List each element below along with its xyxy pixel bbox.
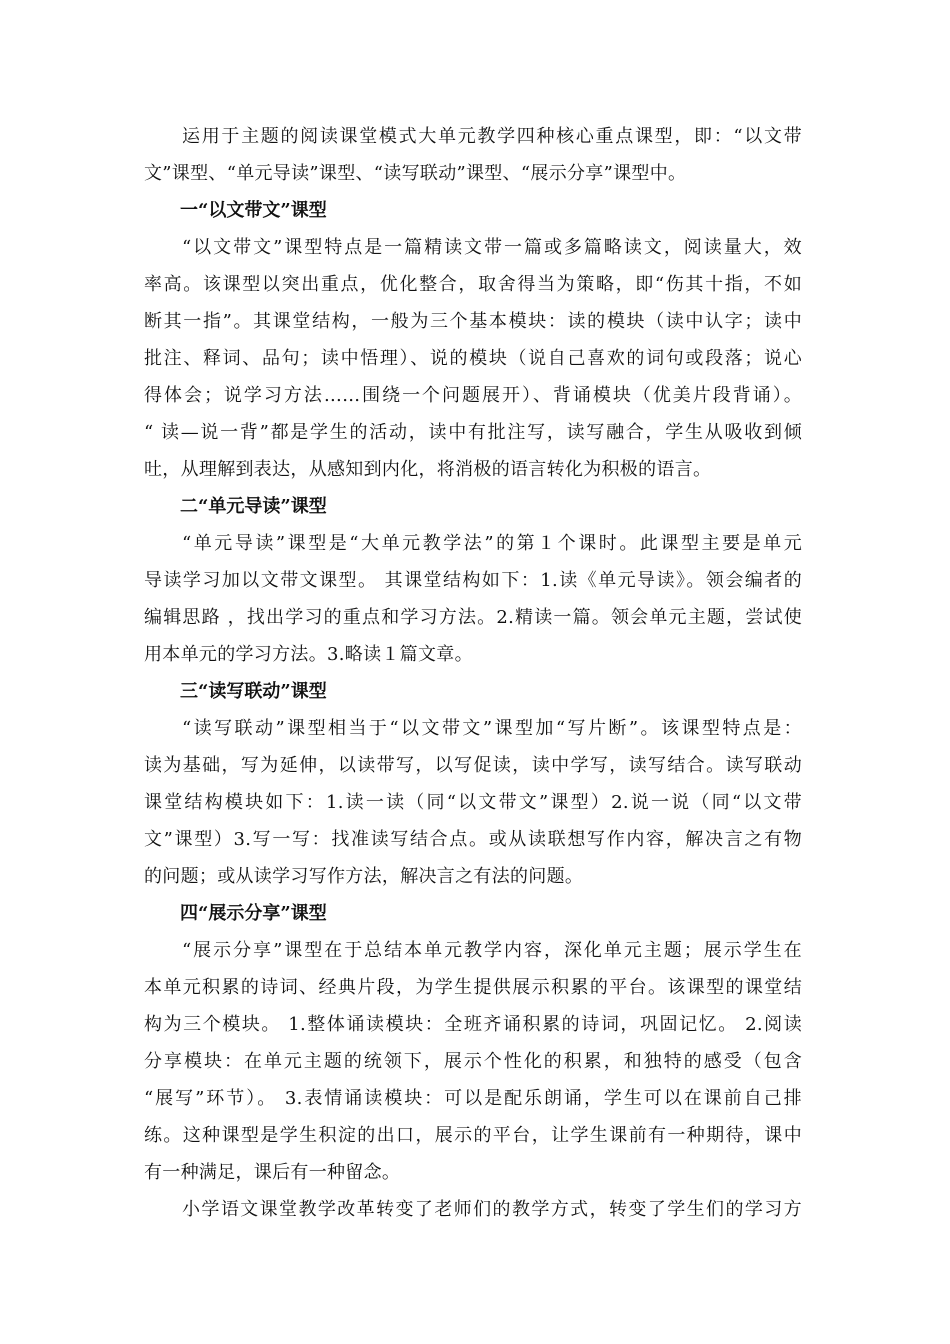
text-line: 得体会；说学习方法……围绕一个问题展开）、背诵模块（优美片段背诵）。: [144, 385, 802, 406]
section-heading: 四“展示分享”课型: [180, 903, 327, 924]
section-heading: 二“单元导读”课型: [180, 496, 327, 517]
text-line: 吐，从理解到表达，从感知到内化，将消极的语言转化为积极的语言。: [144, 459, 712, 480]
text-line: 导读学习加以文带文课型。 其课堂结构如下：1.读《单元导读》。领会编者的: [144, 570, 802, 591]
text-line: 练。这种课型是学生积淀的出口，展示的平台，让学生课前有一种期待，课中: [144, 1125, 802, 1146]
text-line: “展写”环节）。 3.表情诵读模块：可以是配乐朗诵，学生可以在课前自己排: [144, 1088, 802, 1109]
text-line: 率高。该课型以突出重点，优化整合，取舍得当为策略，即“伤其十指，不如: [144, 274, 802, 295]
section-heading: 三“读写联动”课型: [180, 681, 327, 702]
text-line: 构为三个模块。 1.整体诵读模块：全班齐诵积累的诗词，巩固记忆。 2.阅读: [144, 1014, 802, 1035]
intro-paragraph: [144, 118, 802, 192]
text-line: “单元导读”课型是“大单元教学法”的第１个课时。此课型主要是单元: [182, 533, 802, 554]
text-line: “ 读—说一背”都是学生的活动，读中有批注写，读写融合，学生从吸收到倾: [144, 422, 802, 443]
text-line: 的问题；或从读学习写作方法，解决言之有法的问题。: [144, 866, 584, 887]
text-line: 本单元积累的诗词、经典片段，为学生提供展示积累的平台。该课型的课堂结: [144, 977, 802, 998]
section-zhanshi-fenxiang: [144, 895, 802, 1191]
text-line: 分享模块：在单元主题的统领下，展示个性化的积累，和独特的感受（包含: [144, 1051, 802, 1072]
section-yiwen-daiwen: [144, 192, 802, 488]
text-line: “以文带文”课型特点是一篇精读文带一篇或多篇略读文，阅读量大，效: [182, 237, 802, 258]
section-heading: 一“以文带文”课型: [180, 200, 327, 221]
text-line: 运用于主题的阅读课堂模式大单元教学四种核心重点课型，即：“以文带: [182, 126, 802, 147]
text-line: 断其一指”。其课堂结构，一般为三个基本模块：读的模块（读中认字；读中: [144, 311, 802, 332]
text-line: 课堂结构模块如下：1.读一读（同“以文带文”课型）2.说一说（同“以文带: [144, 792, 802, 813]
closing-paragraph: [144, 1191, 802, 1228]
section-duxie-liandong: [144, 673, 802, 895]
text-line: 有一种满足，课后有一种留念。: [144, 1162, 401, 1183]
text-line: 文”课型、“单元导读”课型、“读写联动”课型、“展示分享”课型中。: [144, 163, 687, 184]
text-line: 批注、释词、品句；读中悟理）、说的模块（说自己喜欢的词句或段落；说心: [144, 348, 802, 369]
text-line: 读为基础，写为延伸，以读带写，以写促读，读中学写，读写结合。读写联动: [144, 755, 802, 776]
text-line: 小学语文课堂教学改革转变了老师们的教学方式，转变了学生们的学习方: [182, 1199, 802, 1220]
text-line: 用本单元的学习方法。3.略读１篇文章。: [144, 644, 473, 665]
text-line: 文”课型）3.写一写：找准读写结合点。或从读联想写作内容，解决言之有物: [144, 829, 802, 850]
text-line: “展示分享”课型在于总结本单元教学内容，深化单元主题；展示学生在: [182, 940, 802, 961]
text-line: 编辑思路 ，找出学习的重点和学习方法。2.精读一篇。领会单元主题，尝试使: [144, 607, 802, 628]
section-danyuan-daodu: [144, 488, 802, 673]
text-line: “读写联动”课型相当于“以文带文”课型加“写片断”。该课型特点是：: [182, 718, 802, 739]
